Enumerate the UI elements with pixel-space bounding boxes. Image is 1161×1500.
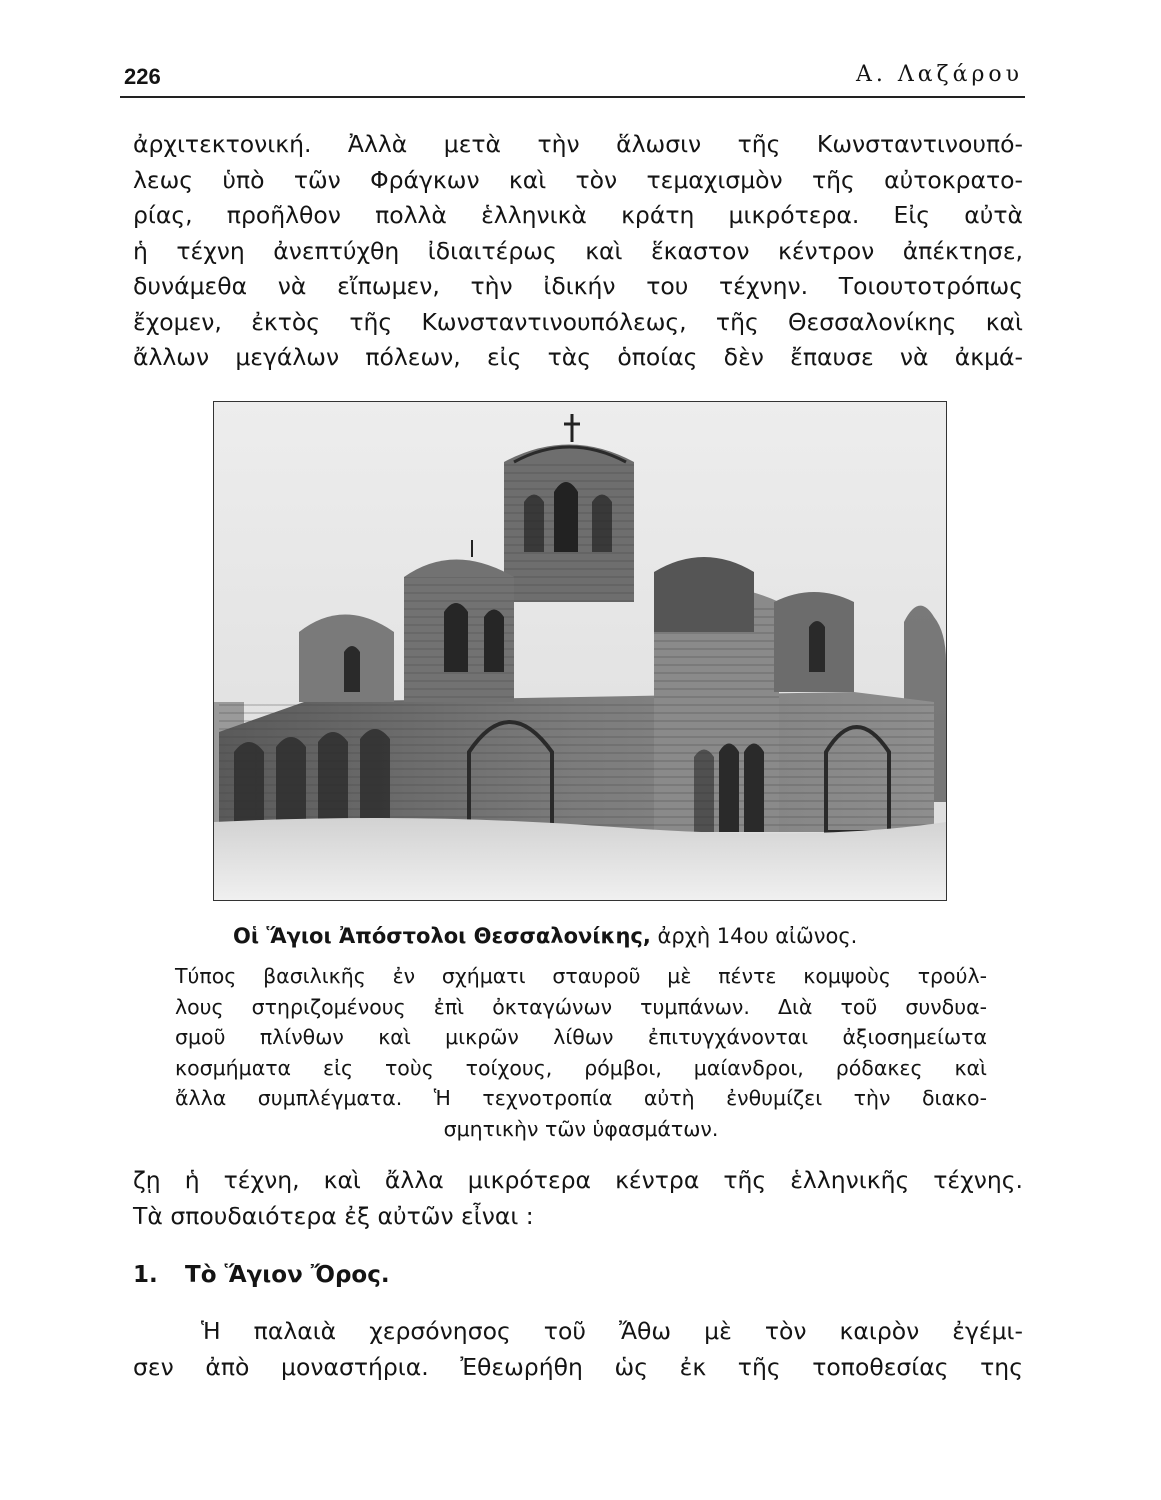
section-number: 1. bbox=[133, 1262, 158, 1288]
figure-caption-title bbox=[233, 924, 933, 948]
text-line: ἔχομεν, ἐκτὸς τῆς Κωνσταντινουπόλεως, τῆς Θεσσαλονίκης καὶ bbox=[133, 307, 1023, 336]
caption-line: λους στηριζομένους ἐπὶ ὀκταγώνων τυμπάνων. Διὰ τοῦ συνδυα- bbox=[175, 994, 987, 1019]
text-line: ἀρχιτεκτονική. Ἀλλὰ μετὰ τὴν ἅλωσιν τῆς Κωνσταντινουπό- bbox=[133, 130, 1023, 158]
right-dome bbox=[654, 557, 754, 632]
caption-last-line: σμητικὴν τῶν ὑφασμάτων. bbox=[443, 1116, 719, 1141]
text-line: ἡ τέχνη ἀνεπτύχθη ἰδιαιτέρως καὶ ἕκαστον κέντρον ἀπέκτησε, bbox=[133, 236, 1023, 265]
figure-caption bbox=[175, 961, 987, 1144]
paragraph-3 bbox=[133, 1314, 1023, 1385]
text-line: ζῃ ἡ τέχνη, καὶ ἄλλα μικρότερα κέντρα τῆς ἑλληνικῆς τέχνης. bbox=[133, 1166, 1023, 1194]
running-head-author: Α. Λαζάρου bbox=[856, 62, 1023, 87]
church-photograph bbox=[213, 401, 947, 901]
section-title: Τὸ Ἅγιον Ὄρος. bbox=[185, 1262, 390, 1288]
caption-line: σμοῦ πλίνθων καὶ μικρῶν λίθων ἐπιτυγχάνονται ἀξιοσημείωτα bbox=[175, 1025, 987, 1049]
text-line: ρίας, προῆλθον πολλὰ ἑλληνικὰ κράτη μικρότερα. Εἰς αὐτὰ bbox=[133, 201, 1023, 229]
header-rule bbox=[120, 96, 1025, 98]
text-line: δυνάμεθα νὰ εἴπωμεν, τὴν ἰδικήν του τέχνην. Τοιουτοτρόπως bbox=[133, 272, 1023, 300]
far-left-dome-window bbox=[344, 646, 360, 692]
section-heading bbox=[133, 1262, 390, 1288]
page-number: 226 bbox=[124, 64, 161, 89]
text-line: ἄλλων μεγάλων πόλεων, εἰς τὰς ὁποίας δὲν ἔπαυσε νὰ ἀκμά- bbox=[133, 343, 1023, 371]
text-line: Τὰ σπουδαιότερα ἐξ αὐτῶν εἶναι : bbox=[133, 1201, 534, 1230]
caption-line: ἄλλα συμπλέγματα. Ἡ τεχνοτροπία αὐτὴ ἐνθυμίζει τὴν διακο- bbox=[175, 1086, 987, 1110]
caption-title-bold: Οἱ Ἅγιοι Ἀπόστολοι Θεσσαλονίκης, bbox=[233, 924, 651, 948]
caption-title-date: ἀρχὴ 14ου αἰῶνος. bbox=[650, 924, 858, 948]
church-photo-illustration bbox=[214, 402, 946, 900]
far-right-dome-window bbox=[809, 621, 825, 672]
text-line: Ἡ παλαιὰ χερσόνησος τοῦ Ἄθω μὲ τὸν καιρὸν ἐγέμι- bbox=[201, 1317, 1023, 1345]
page-header bbox=[120, 60, 1025, 96]
caption-line: κοσμήματα εἰς τοὺς τοίχους, ρόμβοι, μαίανδροι, ρόδακες καὶ bbox=[175, 1055, 987, 1080]
text-line: σεν ἀπὸ μοναστήρια. Ἐθεωρήθη ὡς ἐκ τῆς τοποθεσίας της bbox=[133, 1352, 1023, 1381]
text-line: λεως ὑπὸ τῶν Φράγκων καὶ τὸν τεμαχισμὸν τῆς αὐτοκρατο- bbox=[133, 165, 1023, 194]
paragraph-2 bbox=[133, 1163, 1023, 1234]
apse-windows bbox=[694, 744, 764, 833]
caption-line: Τύπος βασιλικῆς ἐν σχήματι σταυροῦ μὲ πέντε κομψοὺς τρούλ- bbox=[175, 964, 987, 988]
paragraph-1 bbox=[133, 127, 1023, 376]
